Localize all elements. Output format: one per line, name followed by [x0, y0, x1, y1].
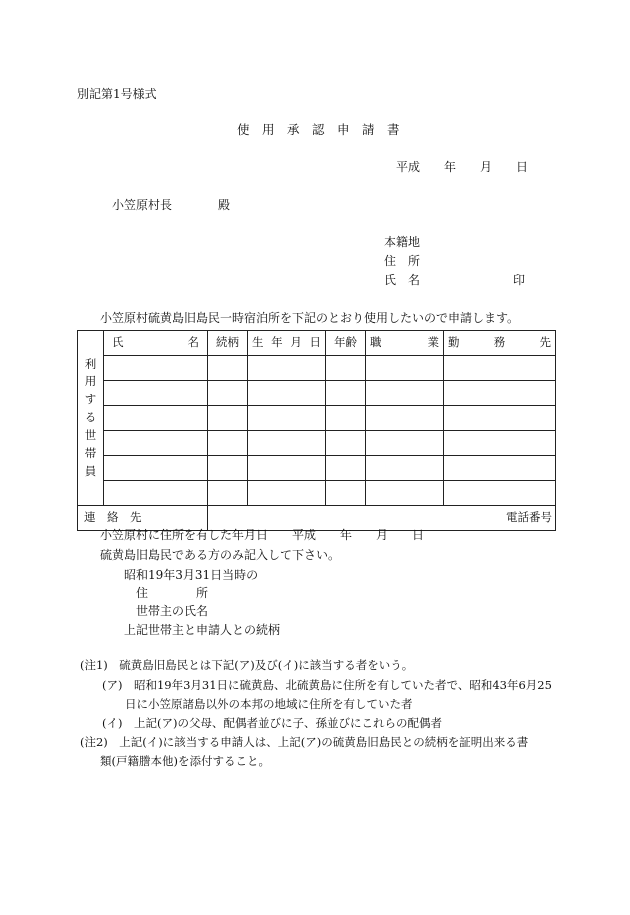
- table-row: [78, 406, 556, 431]
- householder-name-label: 世帯主の氏名: [136, 604, 209, 618]
- note-2-line2: 類(戸籍謄本他)を添付すること。: [100, 754, 270, 768]
- intro-text: 小笠原村硫黄島旧島民一時宿泊所を下記のとおり使用したいので申請します。: [100, 311, 520, 325]
- side-label-char: 用: [84, 374, 97, 389]
- label-honseki: 本籍地: [384, 235, 421, 249]
- table-row: [78, 431, 556, 456]
- contact-row: [78, 506, 556, 531]
- table-header-row: [78, 331, 556, 356]
- header-workplace: 勤 務 先: [444, 331, 556, 356]
- note-a-line2: 日に小笠原諸島以外の本邦の地域に住所を有していた者: [125, 697, 413, 711]
- header-occupation: 職 業: [366, 331, 444, 356]
- header-name: 氏 名: [104, 331, 208, 356]
- table-row: [78, 381, 556, 406]
- relation-label: 上記世帯主と申請人との続柄: [124, 623, 281, 637]
- side-label-cell: [78, 331, 104, 506]
- side-label-char: る: [84, 410, 97, 425]
- note-1: (注1) 硫黄島旧島民とは下記(ア)及び(イ)に該当する者をいう。: [80, 658, 414, 672]
- seal-mark: 印: [513, 273, 526, 287]
- note-2-line1: (注2) 上記(イ)に該当する申請人は、上記(ア)の硫黄島旧島民との続柄を証明出来る書: [80, 735, 529, 749]
- table-row: [78, 456, 556, 481]
- former-only-note: 硫黄島旧島民である方のみ記入して下さい。: [100, 548, 341, 562]
- side-label-char: す: [84, 392, 97, 407]
- note-a-line1: (ア) 昭和19年3月31日に硫黄島、北硫黄島に住所を有していた者で、昭和43年6月25: [102, 678, 552, 692]
- addressee: 小笠原村長: [112, 198, 173, 212]
- phone-label: 電話番号: [506, 510, 552, 524]
- date-line: 平成 年 月 日: [396, 160, 529, 174]
- as-of-date: 昭和19年3月31日当時の: [124, 568, 259, 582]
- side-label-char: 員: [84, 463, 97, 478]
- side-label-char: 利: [84, 356, 97, 371]
- contact-field[interactable]: [208, 506, 556, 531]
- residence-date-line: 小笠原村に住所を有した年月日 平成 年 月 日: [100, 528, 425, 542]
- table-row: [78, 481, 556, 506]
- note-i: (イ) 上記(ア)の父母、配偶者並びに子、孫並びにこれらの配偶者: [102, 716, 442, 730]
- header-relation: 続柄: [208, 331, 248, 356]
- side-label-char: 帯: [84, 445, 97, 460]
- contact-label: 連 絡 先: [78, 506, 208, 531]
- label-address: 住 所: [384, 254, 421, 268]
- side-label-char: 世: [84, 427, 97, 442]
- table-row: [78, 356, 556, 381]
- form-number: 別記第1号様式: [77, 87, 157, 101]
- honorific: 殿: [218, 198, 231, 212]
- page-title: 使 用 承 認 申 請 書: [237, 122, 400, 137]
- header-birth: 生 年 月 日: [248, 331, 326, 356]
- household-table: [77, 330, 556, 531]
- label-name: 氏 名: [384, 273, 421, 287]
- former-address-label: 住 所: [136, 586, 209, 600]
- header-age: 年齢: [326, 331, 366, 356]
